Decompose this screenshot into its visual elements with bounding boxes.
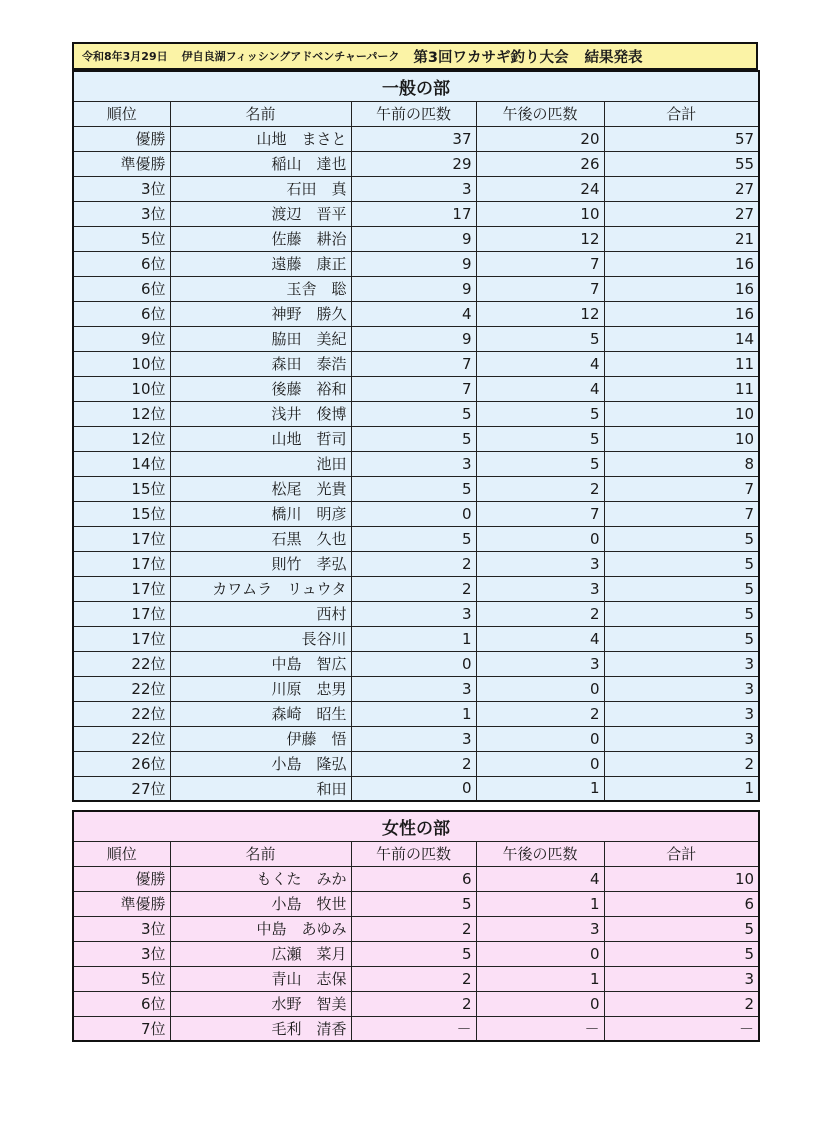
total-cell: 57 xyxy=(604,126,759,151)
rank-cell: 準優勝 xyxy=(73,151,170,176)
pm-count-cell: 2 xyxy=(476,701,604,726)
am-count-cell: 5 xyxy=(351,476,476,501)
name-cell: 森田 泰浩 xyxy=(170,351,351,376)
rank-cell: 22位 xyxy=(73,726,170,751)
total-cell: 16 xyxy=(604,251,759,276)
name-cell: 浅井 俊博 xyxy=(170,401,351,426)
table-row xyxy=(73,226,759,251)
women-results-table xyxy=(72,810,760,1042)
rank-cell: 17位 xyxy=(73,526,170,551)
rank-cell: 22位 xyxy=(73,676,170,701)
table-row xyxy=(73,326,759,351)
rank-cell: 3位 xyxy=(73,201,170,226)
am-count-cell: 0 xyxy=(351,501,476,526)
title-bar xyxy=(72,42,758,70)
pm-count-cell: 5 xyxy=(476,426,604,451)
col-rank-header: 順位 xyxy=(73,841,170,866)
table-row xyxy=(73,866,759,891)
pm-count-cell: 0 xyxy=(476,751,604,776)
rank-cell: 15位 xyxy=(73,501,170,526)
rank-cell: 22位 xyxy=(73,651,170,676)
pm-count-cell: 1 xyxy=(476,776,604,801)
name-cell: 長谷川 xyxy=(170,626,351,651)
am-count-cell: 2 xyxy=(351,551,476,576)
rank-cell: 26位 xyxy=(73,751,170,776)
women-section-title: 女性の部 xyxy=(73,811,759,841)
pm-count-cell: 0 xyxy=(476,676,604,701)
pm-count-cell: 10 xyxy=(476,201,604,226)
am-count-cell: 2 xyxy=(351,576,476,601)
total-cell: 7 xyxy=(604,476,759,501)
rank-cell: 14位 xyxy=(73,451,170,476)
pm-count-cell: 12 xyxy=(476,226,604,251)
pm-count-cell: 2 xyxy=(476,476,604,501)
total-cell: 11 xyxy=(604,376,759,401)
pm-count-cell: 0 xyxy=(476,726,604,751)
table-row xyxy=(73,526,759,551)
table-row xyxy=(73,941,759,966)
rank-cell: 6位 xyxy=(73,276,170,301)
table-row xyxy=(73,626,759,651)
name-cell: 渡辺 晋平 xyxy=(170,201,351,226)
total-cell: 5 xyxy=(604,526,759,551)
pm-count-cell: 20 xyxy=(476,126,604,151)
rank-cell: 5位 xyxy=(73,966,170,991)
rank-cell: 6位 xyxy=(73,991,170,1016)
name-cell: 佐藤 耕治 xyxy=(170,226,351,251)
am-count-cell: 4 xyxy=(351,301,476,326)
total-cell: 5 xyxy=(604,601,759,626)
pm-count-cell: 4 xyxy=(476,376,604,401)
rank-cell: 15位 xyxy=(73,476,170,501)
rank-cell: 6位 xyxy=(73,251,170,276)
rank-cell: 22位 xyxy=(73,701,170,726)
am-count-cell: 5 xyxy=(351,426,476,451)
name-cell: 水野 智美 xyxy=(170,991,351,1016)
total-cell: 10 xyxy=(604,426,759,451)
rank-cell: 3位 xyxy=(73,941,170,966)
results-label: 結果発表 xyxy=(584,49,643,66)
table-row xyxy=(73,201,759,226)
total-cell: 16 xyxy=(604,276,759,301)
col-total-header: 合計 xyxy=(604,841,759,866)
pm-count-cell: 3 xyxy=(476,551,604,576)
am-count-cell: 2 xyxy=(351,751,476,776)
general-section-title: 一般の部 xyxy=(73,71,759,101)
total-cell: 5 xyxy=(604,576,759,601)
pm-count-cell: 3 xyxy=(476,651,604,676)
name-cell: 後藤 裕和 xyxy=(170,376,351,401)
pm-count-cell: 4 xyxy=(476,351,604,376)
total-cell: 1 xyxy=(604,776,759,801)
name-cell: 森崎 昭生 xyxy=(170,701,351,726)
total-cell: 27 xyxy=(604,201,759,226)
pm-count-cell: 0 xyxy=(476,991,604,1016)
am-count-cell: 3 xyxy=(351,601,476,626)
am-count-cell: 0 xyxy=(351,651,476,676)
pm-count-cell: 0 xyxy=(476,941,604,966)
contest-name: 第3回ワカサギ釣り大会 xyxy=(413,49,569,66)
table-row xyxy=(73,426,759,451)
total-cell: 27 xyxy=(604,176,759,201)
pm-count-cell: 1 xyxy=(476,891,604,916)
total-cell: 14 xyxy=(604,326,759,351)
rank-cell: 17位 xyxy=(73,576,170,601)
name-cell: 小島 牧世 xyxy=(170,891,351,916)
table-row xyxy=(73,351,759,376)
pm-count-cell: 5 xyxy=(476,326,604,351)
pm-count-cell: 7 xyxy=(476,251,604,276)
name-cell: 中島 智広 xyxy=(170,651,351,676)
name-cell: 稲山 達也 xyxy=(170,151,351,176)
table-row xyxy=(73,776,759,801)
am-count-cell: 9 xyxy=(351,251,476,276)
am-count-cell: 9 xyxy=(351,226,476,251)
name-cell: 和田 xyxy=(170,776,351,801)
name-cell: 毛利 清香 xyxy=(170,1016,351,1041)
total-cell: 2 xyxy=(604,991,759,1016)
name-cell: 石田 真 xyxy=(170,176,351,201)
pm-count-cell: 3 xyxy=(476,576,604,601)
table-row xyxy=(73,891,759,916)
col-name-header: 名前 xyxy=(170,101,351,126)
am-count-cell: 5 xyxy=(351,526,476,551)
table-row xyxy=(73,601,759,626)
col-am-header: 午前の匹数 xyxy=(351,101,476,126)
name-cell: 池田 xyxy=(170,451,351,476)
col-name-header: 名前 xyxy=(170,841,351,866)
pm-count-cell: 4 xyxy=(476,866,604,891)
table-row xyxy=(73,276,759,301)
name-cell: 玉舎 聡 xyxy=(170,276,351,301)
table-row xyxy=(73,301,759,326)
rank-cell: 12位 xyxy=(73,426,170,451)
name-cell: 小島 隆弘 xyxy=(170,751,351,776)
table-row xyxy=(73,176,759,201)
name-cell: 伊藤 悟 xyxy=(170,726,351,751)
total-cell: 5 xyxy=(604,916,759,941)
table-row xyxy=(73,576,759,601)
name-cell: 広瀬 菜月 xyxy=(170,941,351,966)
pm-count-cell: 24 xyxy=(476,176,604,201)
table-row xyxy=(73,251,759,276)
total-cell: 7 xyxy=(604,501,759,526)
total-cell: 3 xyxy=(604,651,759,676)
women-header-row xyxy=(73,841,759,866)
rank-cell: 6位 xyxy=(73,301,170,326)
results-sheet xyxy=(72,42,758,1042)
rank-cell: 10位 xyxy=(73,376,170,401)
pm-count-cell: 7 xyxy=(476,501,604,526)
total-cell: 5 xyxy=(604,626,759,651)
am-count-cell: 3 xyxy=(351,176,476,201)
rank-cell: 5位 xyxy=(73,226,170,251)
rank-cell: 3位 xyxy=(73,916,170,941)
table-row xyxy=(73,476,759,501)
pm-count-cell: 5 xyxy=(476,451,604,476)
table-row xyxy=(73,126,759,151)
col-pm-header: 午後の匹数 xyxy=(476,841,604,866)
table-row xyxy=(73,701,759,726)
am-count-cell: 5 xyxy=(351,891,476,916)
table-row xyxy=(73,501,759,526)
table-row xyxy=(73,376,759,401)
col-pm-header: 午後の匹数 xyxy=(476,101,604,126)
name-cell: カワムラ リュウタ xyxy=(170,576,351,601)
name-cell: 松尾 光貴 xyxy=(170,476,351,501)
total-cell: 10 xyxy=(604,866,759,891)
name-cell: 川原 忠男 xyxy=(170,676,351,701)
name-cell: 青山 志保 xyxy=(170,966,351,991)
am-count-cell: 9 xyxy=(351,276,476,301)
rank-cell: 17位 xyxy=(73,551,170,576)
am-count-cell: 3 xyxy=(351,451,476,476)
total-cell: 3 xyxy=(604,676,759,701)
rank-cell: 9位 xyxy=(73,326,170,351)
total-cell: 21 xyxy=(604,226,759,251)
table-row xyxy=(73,726,759,751)
table-row xyxy=(73,991,759,1016)
general-header-row xyxy=(73,101,759,126)
table-row xyxy=(73,676,759,701)
name-cell: 則竹 孝弘 xyxy=(170,551,351,576)
rank-cell: 7位 xyxy=(73,1016,170,1041)
general-results-table xyxy=(72,70,760,802)
am-count-cell: 7 xyxy=(351,376,476,401)
table-row xyxy=(73,751,759,776)
pm-count-cell: 1 xyxy=(476,966,604,991)
am-count-cell: 3 xyxy=(351,676,476,701)
rank-cell: 準優勝 xyxy=(73,891,170,916)
table-row xyxy=(73,651,759,676)
pm-count-cell: 26 xyxy=(476,151,604,176)
am-count-cell: 5 xyxy=(351,401,476,426)
rank-cell: 3位 xyxy=(73,176,170,201)
table-row xyxy=(73,966,759,991)
am-count-cell: 3 xyxy=(351,726,476,751)
table-row xyxy=(73,551,759,576)
pm-count-cell: 12 xyxy=(476,301,604,326)
total-cell: 16 xyxy=(604,301,759,326)
total-cell: 3 xyxy=(604,726,759,751)
am-count-cell: 17 xyxy=(351,201,476,226)
venue-name: 伊自良湖フィッシングアドベンチャーパーク xyxy=(181,50,400,63)
name-cell: 石黒 久也 xyxy=(170,526,351,551)
col-rank-header: 順位 xyxy=(73,101,170,126)
total-cell: 5 xyxy=(604,941,759,966)
name-cell: 遠藤 康正 xyxy=(170,251,351,276)
table-row xyxy=(73,1016,759,1041)
total-cell: 3 xyxy=(604,966,759,991)
pm-count-cell: 5 xyxy=(476,401,604,426)
total-cell: 6 xyxy=(604,891,759,916)
table-row xyxy=(73,451,759,476)
name-cell: 神野 勝久 xyxy=(170,301,351,326)
am-count-cell: 5 xyxy=(351,941,476,966)
table-row xyxy=(73,151,759,176)
rank-cell: 優勝 xyxy=(73,126,170,151)
am-count-cell: 2 xyxy=(351,916,476,941)
name-cell: 西村 xyxy=(170,601,351,626)
am-count-cell: 1 xyxy=(351,701,476,726)
rank-cell: 17位 xyxy=(73,601,170,626)
total-cell: － xyxy=(604,1016,759,1041)
am-count-cell: － xyxy=(351,1016,476,1041)
total-cell: 2 xyxy=(604,751,759,776)
am-count-cell: 29 xyxy=(351,151,476,176)
rank-cell: 17位 xyxy=(73,626,170,651)
name-cell: 山地 まさと xyxy=(170,126,351,151)
pm-count-cell: 3 xyxy=(476,916,604,941)
am-count-cell: 6 xyxy=(351,866,476,891)
rank-cell: 10位 xyxy=(73,351,170,376)
total-cell: 55 xyxy=(604,151,759,176)
name-cell: 橋川 明彦 xyxy=(170,501,351,526)
am-count-cell: 0 xyxy=(351,776,476,801)
pm-count-cell: 0 xyxy=(476,526,604,551)
total-cell: 3 xyxy=(604,701,759,726)
name-cell: 山地 哲司 xyxy=(170,426,351,451)
name-cell: 脇田 美紀 xyxy=(170,326,351,351)
total-cell: 5 xyxy=(604,551,759,576)
name-cell: 中島 あゆみ xyxy=(170,916,351,941)
event-date: 令和8年3月29日 xyxy=(82,50,168,63)
am-count-cell: 37 xyxy=(351,126,476,151)
col-am-header: 午前の匹数 xyxy=(351,841,476,866)
name-cell: もくた みか xyxy=(170,866,351,891)
pm-count-cell: － xyxy=(476,1016,604,1041)
table-row xyxy=(73,401,759,426)
rank-cell: 優勝 xyxy=(73,866,170,891)
am-count-cell: 9 xyxy=(351,326,476,351)
am-count-cell: 1 xyxy=(351,626,476,651)
total-cell: 10 xyxy=(604,401,759,426)
rank-cell: 27位 xyxy=(73,776,170,801)
am-count-cell: 7 xyxy=(351,351,476,376)
rank-cell: 12位 xyxy=(73,401,170,426)
table-row xyxy=(73,916,759,941)
am-count-cell: 2 xyxy=(351,966,476,991)
am-count-cell: 2 xyxy=(351,991,476,1016)
pm-count-cell: 7 xyxy=(476,276,604,301)
pm-count-cell: 4 xyxy=(476,626,604,651)
col-total-header: 合計 xyxy=(604,101,759,126)
total-cell: 8 xyxy=(604,451,759,476)
total-cell: 11 xyxy=(604,351,759,376)
pm-count-cell: 2 xyxy=(476,601,604,626)
